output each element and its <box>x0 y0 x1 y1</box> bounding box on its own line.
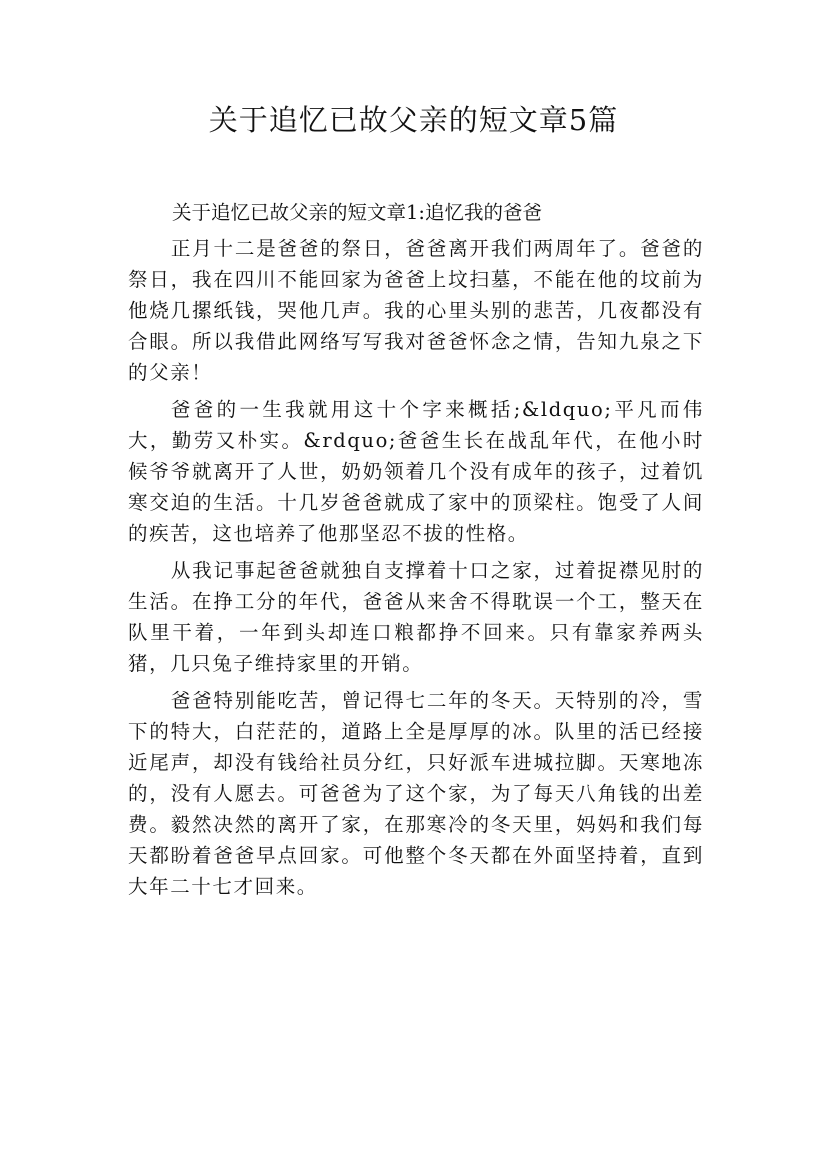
paragraph: 爸爸特别能吃苦，曾记得七二年的冬天。天特别的冷，雪下的特大，白茫茫的，道路上全是厚厚的冰。队里的活已经接近尾声，却没有钱给社员分红，只好派车进城拉脚。天寒地冻的，没有人愿去。可爸爸为了这个家，为了每天八角钱的出差费。毅然决然的离开了家，在那寒冷的冬天里，妈妈和我们每天都盼着爸爸早点回家。可他整个冬天都在外面坚持着，直到大年二十七才回来。 <box>128 689 704 898</box>
paragraph: 正月十二是爸爸的祭日，爸爸离开我们两周年了。爸爸的祭日，我在四川不能回家为爸爸上坟扫墓，不能在他的坟前为他烧几摞纸钱，哭他几声。我的心里头别的悲苦，几夜都没有合眼。所以我借此网络写写我对爸爸怀念之情，告知九泉之下的父亲！ <box>128 237 704 384</box>
paragraph: 爸爸的一生我就用这十个字来概括;&ldquo;平凡而伟大，勤劳又朴实。&rdquo;爸爸生长在战乱年代，在他小时候爷爷就离开了人世，奶奶领着几个没有成年的孩子，过着饥寒交迫的生活。十几岁爸爸就成了家中的顶梁柱。饱受了人间的疾苦，这也培养了他那坚忍不拔的性格。 <box>128 398 704 545</box>
section-subheading: 关于追忆已故父亲的短文章1:追忆我的爸爸 <box>172 201 542 224</box>
document-title: 关于追忆已故父亲的短文章5篇 <box>208 103 619 137</box>
paragraph: 从我记事起爸爸就独自支撑着十口之家，过着捉襟见肘的生活。在挣工分的年代，爸爸从来舍不得耽误一个工，整天在队里干着，一年到头却连口粮都挣不回来。只有靠家养两头猪，几只兔子维持家里的开销。 <box>128 559 704 675</box>
document-body <box>128 197 704 902</box>
